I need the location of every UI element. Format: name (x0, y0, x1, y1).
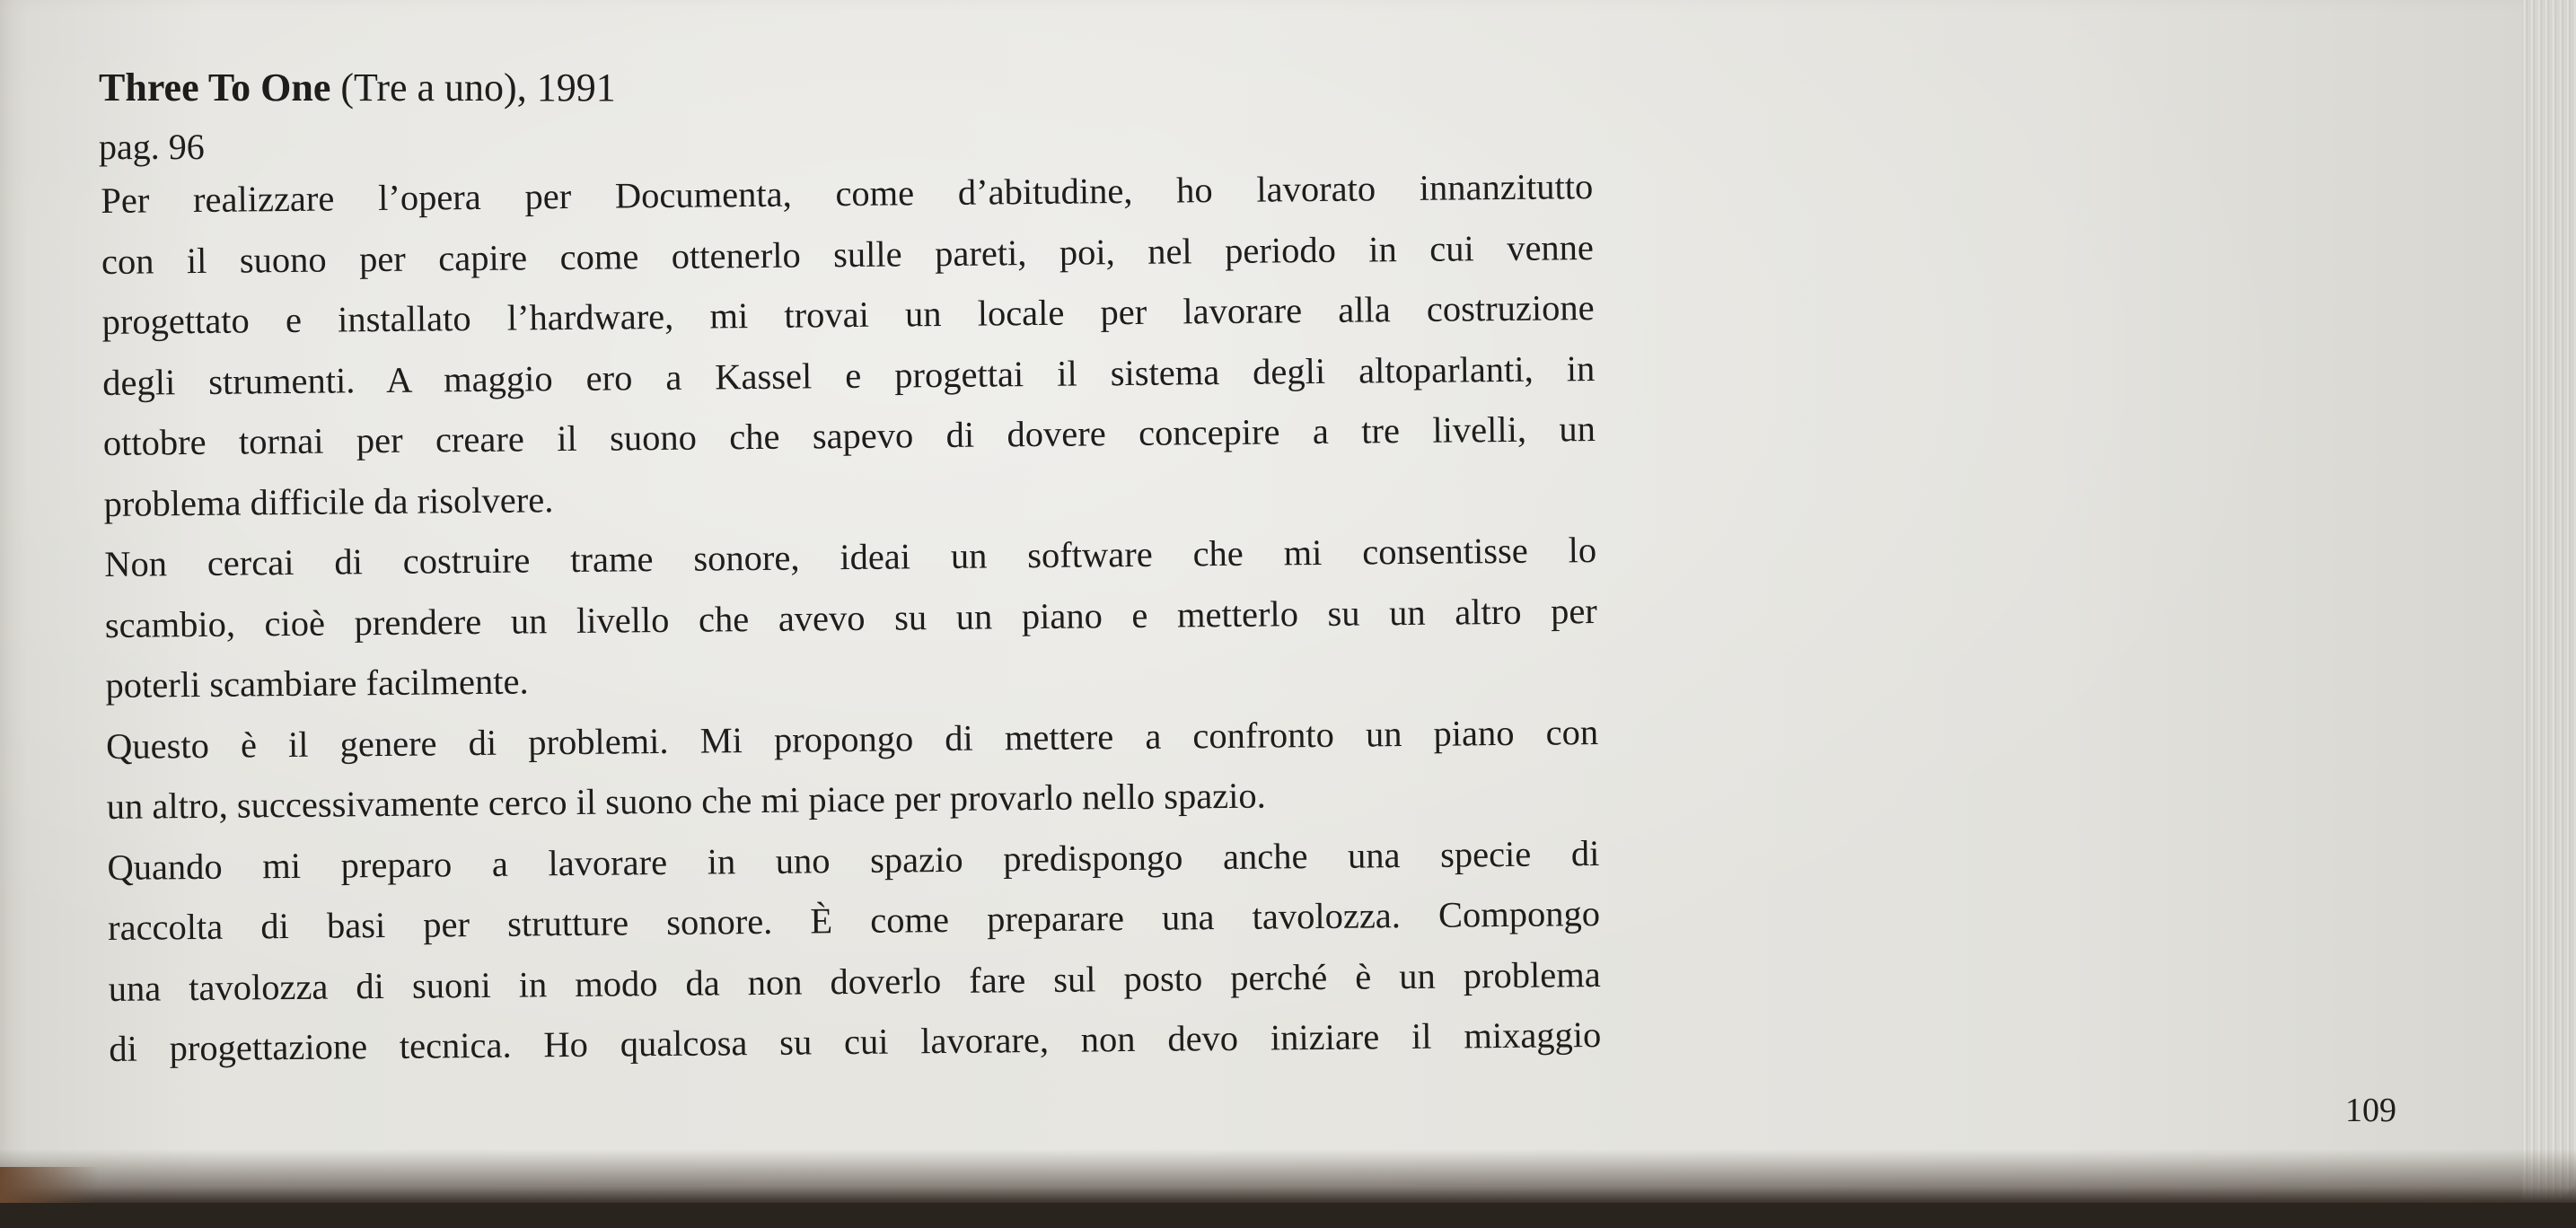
body-line: Questo è il genere di problemi. Mi propongo di mettere a confronto un piano con (105, 711, 1599, 767)
work-subtitle-year: (Tre a uno), 1991 (330, 66, 616, 110)
page-stack-edge (2522, 0, 2576, 1203)
corner-shadow (0, 1167, 99, 1203)
body-line: degli strumenti. A maggio ero a Kassel e progettai il sistema degli altoparlanti, in (102, 347, 1596, 403)
body-line: Per realizzare l’opera per Documenta, come d’abitudine, ho lavorato innanzitutto (101, 166, 1594, 221)
body-line: raccolta di basi per strutture sonore. È come preparare una tavolozza. Compongo (107, 893, 1601, 948)
body-line: Non cercai di costruire trame sonore, ideai un software che mi consentisse lo (103, 530, 1597, 584)
body-line: problema difficile da risolvere. (103, 478, 554, 524)
body-line: Quando mi preparo a lavorare in uno spazio predispongo anche una specie di (107, 832, 1600, 888)
body-line: progettato e installato l’hardware, mi trovai un locale per lavorare alla costruzione (101, 287, 1595, 342)
page-number: 109 (2345, 1092, 2396, 1129)
body-text (101, 156, 1602, 1079)
body-line: scambio, cioè prendere un livello che avevo su un piano e metterlo su un altro per (104, 590, 1597, 645)
body-line: con il suono per capire come ottenerlo sulle pareti, poi, nel periodo in cui venne (101, 226, 1595, 282)
body-line: poterli scambiare facilmente. (105, 661, 529, 706)
body-line: una tavolozza di suoni in modo da non doverlo fare sul posto perché è un problema (108, 953, 1601, 1009)
work-title: Three To One (99, 66, 331, 110)
body-line: un altro, successivamente cerco il suono che mi piace per provarlo nello spazio. (106, 775, 1267, 827)
page-curl-shadow (0, 1149, 2576, 1203)
body-line: di progettazione tecnica. Ho qualcosa su cui lavorare, non devo iniziare il mixaggio (109, 1014, 1602, 1069)
page-reference: pag. 96 (99, 127, 205, 167)
section-heading (99, 61, 616, 115)
body-line: ottobre tornai per creare il suono che sapevo di dovere concepire a tre livelli, un (102, 408, 1596, 463)
